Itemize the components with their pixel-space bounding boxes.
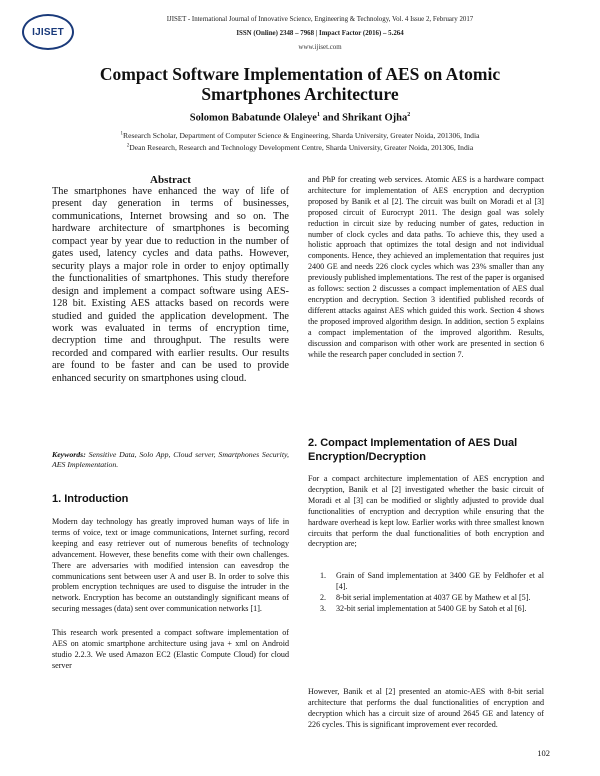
keywords — [52, 450, 289, 470]
list-item-number: 1. — [320, 571, 327, 580]
paper-title — [40, 64, 560, 104]
section-2-paragraph-2: However, Banik et al [2] presented an atomic-AES with 8-bit serial architecture that performs the dual functionalities of encryption and decryption which has a circuit size of around 2645 GE and latency of 226 cycles. This is significant improvement ever recorded. — [308, 687, 544, 729]
affiliation-2 — [30, 143, 570, 152]
list-item — [308, 593, 544, 604]
keywords-text: Sensitive Data, Solo App, Cloud server, Smartphones Security, AES Implementation. — [52, 450, 289, 469]
list-item-number: 3. — [320, 603, 327, 613]
list-item-text: Grain of Sand implementation at 3400 GE by Feldhofer et al [4]. — [336, 571, 544, 591]
section-1-heading: 1. Introduction — [52, 493, 129, 505]
affiliation-1 — [30, 131, 570, 140]
journal-name-line: IJISET - International Journal of Innovative Science, Engineering & Technology, Vol. 4 Issue 2, February 2017 — [166, 16, 474, 23]
section-1-paragraph-2-continued: and PhP for creating web services. Atomic AES is a hardware compact architecture for implementation of AES encryption and decryption proposed by Banik et al [2]. The circuit was built on Moradi et al [3] proposed circuit of Eurocrypt 2011. The design goal was solely reduction in circuit size by reducing number of gates, reduction in number of clock cycles and data paths. To achieve this, they used a holistic approach that optimizes the total design and not individual components. Hence, they achieved an implementation that requires just 2400 GE and needs 226 clock cycles which was 23% smaller than any previously published implementations. The rest of the paper is organised as follows: section 2 discusses a compact implementation of AES dual encryption and decryption. Section 3 identified published records of different attacks against AES which guided this work. Section 4 shows the proposed improved algorithm design. In addition, section 5 explains a compact implementation of the improved algorithm. Results, discussion and comparison with other work are presented in section 6 while the research paper concluded in section 7. — [308, 175, 544, 359]
author-2-sup: 2 — [407, 112, 411, 118]
author-2: Shrikant Ojha — [342, 112, 408, 124]
journal-url[interactable]: www.ijiset.com — [298, 44, 342, 51]
affiliation-1-text: Research Scholar, Department of Computer Science & Engineering, Sharda University, Greater Noida, 201306, India — [123, 131, 480, 140]
section-2-heading: 2. Compact Implementation of AES Dual Encryption/Decryption — [308, 437, 518, 463]
journal-logo: IJISET — [22, 14, 74, 50]
author-1: Solomon Babatunde Olaleye — [189, 112, 317, 124]
affiliation-2-sup: 2 — [126, 143, 130, 149]
abstract-heading: Abstract — [150, 174, 191, 186]
list-item-text: 32-bit serial implementation at 5400 GE by Satoh et al [6]. — [336, 603, 527, 613]
title-line-1: Compact Software Implementation of AES on Atomic — [99, 64, 501, 84]
author-1-sup: 1 — [316, 112, 320, 118]
keywords-label: Keywords: — [52, 450, 86, 459]
authors — [40, 112, 560, 124]
page-number: 102 — [537, 748, 550, 758]
author-and: and — [319, 112, 343, 124]
affiliation-1-sup: 1 — [120, 131, 124, 137]
list-item-text: 8-bit serial implementation at 4037 GE by Mathew et al [5]. — [336, 592, 531, 602]
list-item-number: 2. — [320, 592, 327, 602]
abstract-text: The smartphones have enhanced the way of life of present day generation in terms of businesses, communications, Internet browsing and so on. The hardware architecture of smartphones is becoming compact year by year due to reduction in the number of gates used, latency cycles and data paths. However, security plays a major role in order to enjoy optimally the functionalities of smartphones. This study therefore design and implement a compact software using AES-128 bit. Existing AES attacks based on records were studied and guided the application development. The work was evaluated in terms of encryption time, decryption time and throughput. The results were recorded and compared with earlier results. Our results are found to be faster and can be used to provide enhanced security on smartphones using cloud. — [52, 186, 289, 384]
list-item — [308, 571, 544, 593]
list-item — [308, 604, 544, 615]
section-1-paragraph-2: This research work presented a compact software implementation of AES on atomic smartphone architecture using java + xml on Android studio 2.2.3. We used Amazon EC2 (Elastic Compute Cloud) for cloud server — [52, 628, 289, 670]
implementations-list — [308, 571, 544, 615]
section-1-paragraph-1: Modern day technology has greatly improved human ways of life in terms of voice, text or image communications, Internet surfing, record keeping and easy retriever out of numerous benefits of technology advancement. However, these benefits come with their own challenges. There are adversaries with modified intension can eavesdrop the communications sent between user A and user B. In order to solve this problem encryption techniques are used to disguise the intruder in the network. Encryption has become an outstandingly significant means of securing messages (data) sent over communication networks [1]. — [52, 517, 289, 614]
issn-line: ISSN (Online) 2348 – 7968 | Impact Factor (2016) – 5.264 — [236, 30, 404, 37]
affiliation-2-text: Dean Research, Research and Technology Development Centre, Sharda University, Greater Noida, 201306, India — [129, 143, 474, 152]
title-line-2: Smartphones Architecture — [201, 84, 399, 104]
section-2-paragraph-1: For a compact architecture implementation of AES encryption and decryption, Banik et al [2] investigated whether the basic circuit of Moradi et al [3] can be modified or slightly adjusted to provide dual functionalities of encryption and decryption while ensuring that the hardware overhead is kept low. Earlier works with three smallest known circuits that perform the dual functionalities of both encryption and decryption are; — [308, 474, 544, 549]
